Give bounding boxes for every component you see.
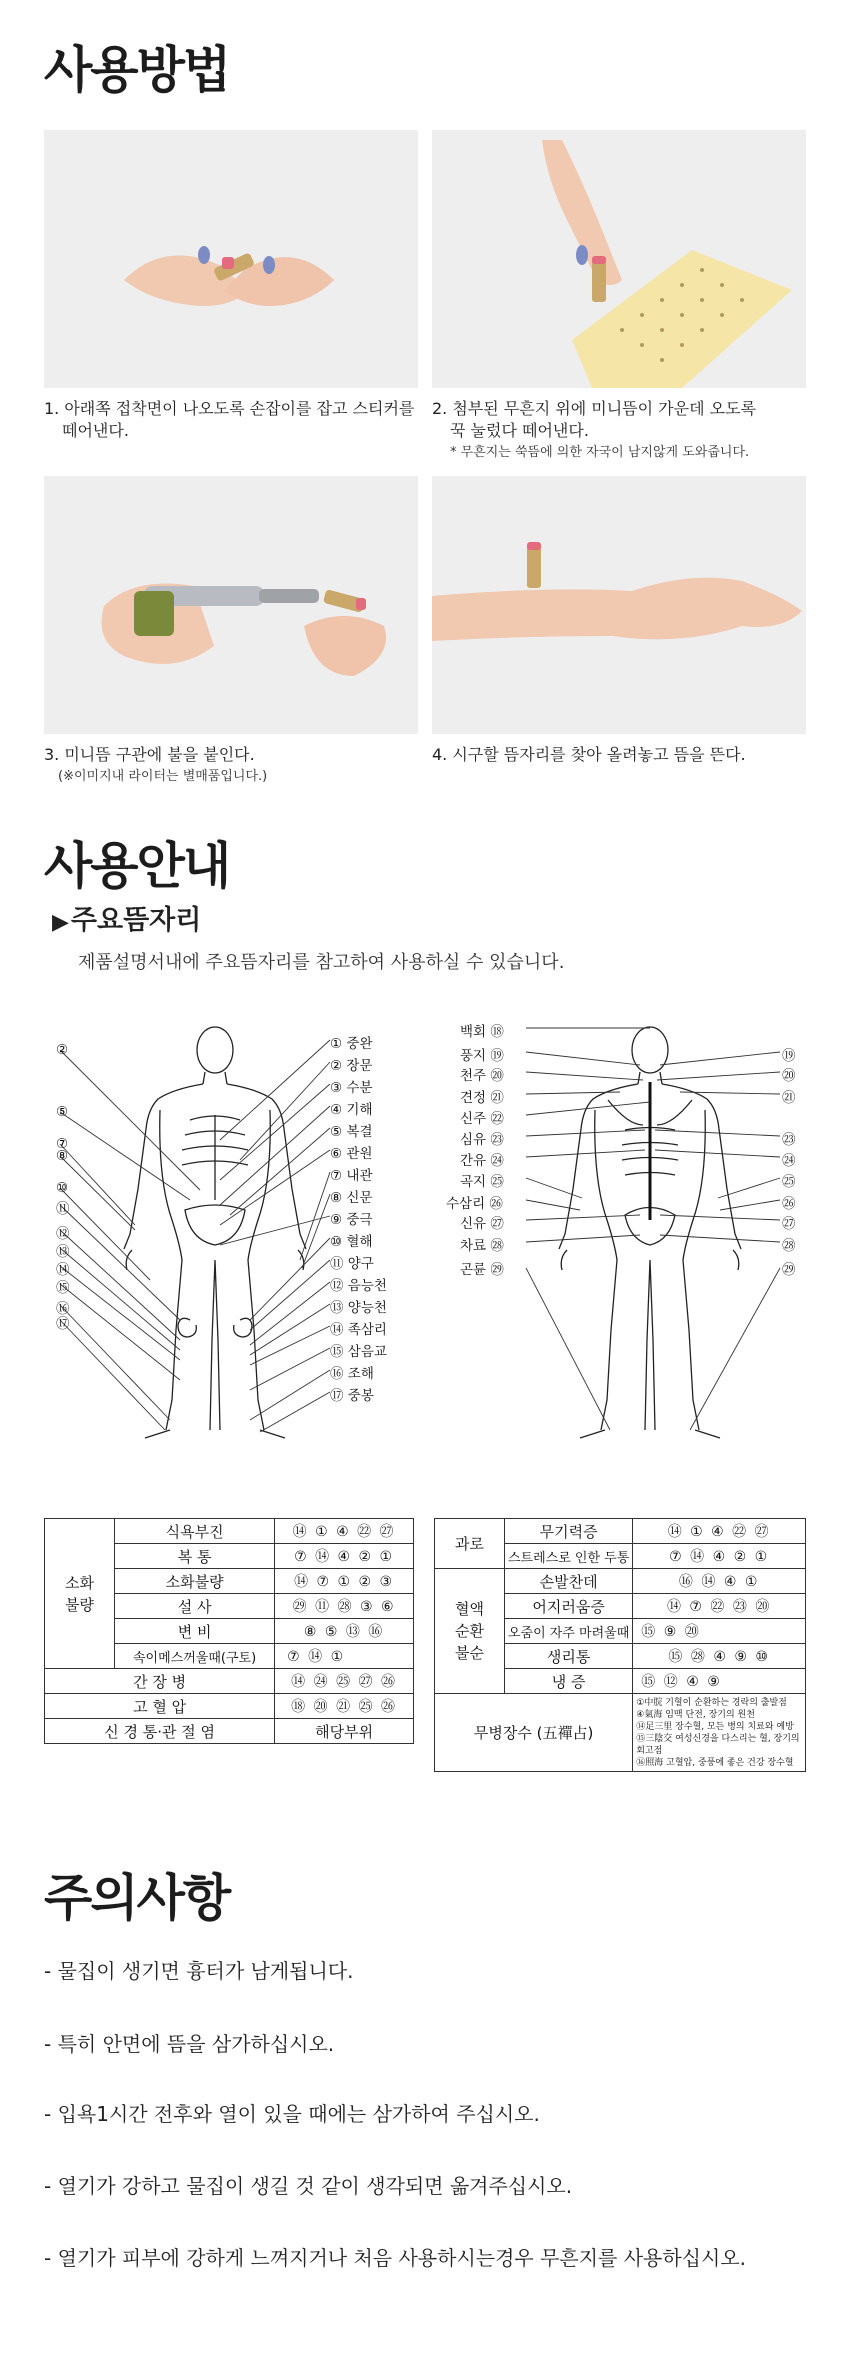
symptom-name: 속이메스꺼울때(구토) — [115, 1644, 275, 1669]
point-numbers: ⑯ ⑭ ④ ① — [633, 1569, 806, 1594]
symptom-name: 복 통 — [115, 1544, 275, 1569]
caution-item: - 물집이 생기면 흉터가 남게됩니다. — [44, 1959, 354, 1983]
point-name: 장문 — [346, 1058, 373, 1074]
point-num: ⑱ — [490, 1024, 504, 1040]
point-num: ㉘ — [490, 1238, 504, 1254]
point-name: 족삼리 — [347, 1322, 387, 1338]
front-point-4 — [330, 1098, 373, 1118]
back-right-num: ㉙ — [782, 1262, 796, 1278]
back-right-num: ㉗ — [782, 1216, 796, 1232]
front-point-6 — [330, 1142, 373, 1162]
point-num: ㉙ — [490, 1262, 504, 1278]
longevity-label: 무병장수 (五禪占) — [435, 1694, 633, 1772]
back-right-num: ㉑ — [782, 1090, 796, 1106]
step3-caption — [44, 744, 424, 788]
back-right-num: ⑲ — [782, 1048, 796, 1064]
front-point-10 — [330, 1230, 373, 1250]
point-num: ① — [330, 1036, 343, 1052]
symptom-name: 무기력증 — [505, 1519, 633, 1544]
point-name: 중봉 — [347, 1388, 374, 1404]
point-num: ⑦ — [330, 1168, 343, 1184]
point-name: 간유 — [460, 1153, 487, 1169]
point-num: ㉓ — [490, 1132, 504, 1148]
step2-text-cont: 꾹 눌렀다 떼어낸다. — [450, 421, 589, 440]
point-num: ④ — [330, 1102, 343, 1118]
back-point-19 — [460, 1044, 504, 1064]
point-num: ⑳ — [490, 1068, 504, 1084]
front-point-3 — [330, 1076, 373, 1096]
point-numbers: ⑦ ⑭ ① — [275, 1644, 414, 1669]
point-numbers: ⑮ ⑫ ④ ⑨ — [633, 1669, 806, 1694]
back-right-num: ㉓ — [782, 1132, 796, 1148]
point-name: 곡지 — [460, 1174, 487, 1190]
point-num: ㉕ — [490, 1174, 504, 1190]
point-num: ③ — [330, 1080, 343, 1096]
front-point-2 — [330, 1054, 373, 1074]
point-numbers: ⑭ ㉔ ㉕ ㉗ ㉖ — [275, 1669, 414, 1694]
symptom-table-left — [44, 1518, 414, 1744]
front-left-num: ⑮ — [56, 1280, 70, 1296]
table-row — [45, 1519, 414, 1544]
back-right-num: ㉘ — [782, 1238, 796, 1254]
point-name: 심유 — [460, 1132, 487, 1148]
back-right-num: ㉖ — [782, 1196, 796, 1212]
table-row — [45, 1719, 414, 1744]
back-point-21 — [460, 1086, 504, 1106]
point-name: 신유 — [460, 1216, 487, 1232]
step1-caption — [44, 398, 424, 442]
symptom-name: 소화불량 — [115, 1569, 275, 1594]
symptom-name: 어지러움증 — [505, 1594, 633, 1619]
guide-title: 사용안내 — [44, 837, 230, 895]
point-num: ⑧ — [330, 1190, 343, 1206]
step2-text: 2. 첨부된 무흔지 위에 미니뜸이 가운데 오도록 — [432, 399, 756, 418]
point-numbers: ⑮ ㉘ ④ ⑨ ⑩ — [633, 1644, 806, 1669]
group-label-fatigue: 과로 — [435, 1519, 505, 1569]
point-name: 풍지 — [460, 1048, 487, 1064]
front-point-5 — [330, 1120, 373, 1140]
back-point-24 — [460, 1149, 504, 1169]
front-point-9 — [330, 1208, 373, 1228]
point-name: 양능천 — [347, 1300, 387, 1316]
symptom-name: 설 사 — [115, 1594, 275, 1619]
acupoint-subhead — [52, 898, 201, 937]
point-num: ⑮ — [330, 1344, 344, 1360]
front-left-num: ⑫ — [56, 1226, 70, 1242]
symptom-name: 손발찬데 — [505, 1569, 633, 1594]
point-name: 중완 — [346, 1036, 373, 1052]
usage-title: 사용방법 — [44, 41, 230, 99]
step4-text: 4. 시구할 뜸자리를 찾아 올려놓고 뜸을 뜬다. — [432, 745, 746, 764]
front-left-num: ⑤ — [56, 1104, 69, 1120]
table-row — [45, 1669, 414, 1694]
front-left-num: ② — [56, 1042, 69, 1058]
point-name: 삼음교 — [347, 1344, 387, 1360]
point-name: 수삼리 — [446, 1196, 486, 1212]
point-name: 양구 — [347, 1256, 374, 1272]
point-name: 곤륜 — [460, 1262, 487, 1278]
point-numbers: ⑭ ⑦ ㉒ ㉓ ⑳ — [633, 1594, 806, 1619]
point-num: ⑲ — [490, 1048, 504, 1064]
point-num: ㉔ — [490, 1153, 504, 1169]
point-num: ㉒ — [490, 1111, 504, 1127]
point-num: ⑯ — [330, 1366, 344, 1382]
symptom-name: 생리통 — [505, 1644, 633, 1669]
point-name: 천주 — [460, 1068, 487, 1084]
front-point-14 — [330, 1318, 387, 1338]
caution-title: 주의사항 — [44, 1869, 230, 1927]
back-right-num: ㉔ — [782, 1153, 796, 1169]
note-line: ⑭足三里 장수혈, 모든 병의 치료와 예방 — [636, 1721, 794, 1732]
longevity-notes — [633, 1694, 806, 1772]
point-numbers: 해당부위 — [275, 1719, 414, 1744]
point-num: ㉖ — [489, 1196, 503, 1212]
step2-caption — [432, 398, 822, 464]
back-point-18 — [460, 1020, 504, 1040]
step2-photo — [432, 130, 806, 388]
point-num: ⑬ — [330, 1300, 344, 1316]
front-point-11 — [330, 1252, 374, 1272]
point-name: 백회 — [460, 1024, 487, 1040]
back-right-num: ㉕ — [782, 1174, 796, 1190]
point-num: ② — [330, 1058, 343, 1074]
symptom-name: 변 비 — [115, 1619, 275, 1644]
point-name: 혈해 — [346, 1234, 373, 1250]
step3-photo — [44, 476, 418, 734]
front-left-num: ⑰ — [56, 1316, 70, 1332]
step1-text: 1. 아래쪽 접착면이 나오도록 손잡이를 잡고 스티커를 — [44, 399, 415, 418]
caution-item: - 열기가 피부에 강하게 느껴지거나 처음 사용하시는경우 무흔지를 사용하십시오. — [44, 2246, 746, 2270]
point-name: 음능천 — [347, 1278, 387, 1294]
subhead-text: 주요뜸자리 — [70, 905, 202, 936]
triangle-icon: ▶ — [52, 910, 69, 935]
front-point-7 — [330, 1164, 373, 1184]
point-name: 신주 — [460, 1111, 487, 1127]
point-num: ⑫ — [330, 1278, 344, 1294]
step3-text: 3. 미니뜸 구관에 불을 붙인다. — [44, 745, 255, 764]
front-left-num: ⑩ — [56, 1180, 69, 1196]
point-name: 내관 — [346, 1168, 373, 1184]
point-name: 수분 — [346, 1080, 373, 1096]
front-left-num: ⑪ — [56, 1201, 70, 1217]
point-name: 신문 — [346, 1190, 373, 1206]
group-label-digestion: 소화 불량 — [45, 1519, 115, 1669]
point-num: ⑰ — [330, 1388, 344, 1404]
point-numbers: ⑦ ⑭ ④ ② ① — [275, 1544, 414, 1569]
front-left-num: ⑯ — [56, 1301, 70, 1317]
symptom-name: 식욕부진 — [115, 1519, 275, 1544]
back-point-28 — [460, 1234, 504, 1254]
step3-note: (※이미지내 라이터는 별매품입니다.) — [58, 769, 268, 784]
back-point-29 — [460, 1258, 504, 1278]
front-point-8 — [330, 1186, 373, 1206]
note-line: ④氣海 임맥 단전, 장기의 원천 — [636, 1709, 755, 1720]
step1-text-cont: 떼어낸다. — [62, 421, 129, 440]
front-left-num: ⑦ — [56, 1136, 69, 1152]
point-num: ⑭ — [330, 1322, 344, 1338]
front-point-17 — [330, 1384, 374, 1404]
back-right-num: ⑳ — [782, 1068, 796, 1084]
point-numbers: ⑮ ⑨ ⑳ — [633, 1619, 806, 1644]
point-num: ⑪ — [330, 1256, 344, 1272]
note-line: ⑯照海 고혈압, 중풍에 좋은 건강 장수혈 — [636, 1757, 794, 1768]
point-num: ㉗ — [490, 1216, 504, 1232]
front-point-13 — [330, 1296, 387, 1316]
back-point-23 — [460, 1128, 504, 1148]
back-point-25 — [460, 1170, 504, 1190]
point-name: 차료 — [460, 1238, 487, 1254]
point-num: ⑤ — [330, 1124, 343, 1140]
symptom-name: 신 경 통·관 절 염 — [45, 1719, 275, 1744]
front-point-1 — [330, 1032, 373, 1052]
caution-item: - 입욕1시간 전후와 열이 있을 때에는 삼가하여 주십시오. — [44, 2102, 540, 2126]
point-numbers: ⑦ ⑭ ④ ② ① — [633, 1544, 806, 1569]
front-left-num: ⑭ — [56, 1262, 70, 1278]
step4-caption — [432, 744, 822, 766]
back-point-26 — [446, 1192, 503, 1212]
point-num: ⑩ — [330, 1234, 343, 1250]
symptom-table-right — [434, 1518, 806, 1772]
guide-intro: 제품설명서내에 주요뜸자리를 참고하여 사용하실 수 있습니다. — [78, 952, 565, 973]
point-name: 조해 — [347, 1366, 374, 1382]
front-left-num: ⑧ — [56, 1148, 69, 1164]
point-name: 기해 — [346, 1102, 373, 1118]
table-row — [435, 1519, 806, 1544]
back-point-20 — [460, 1064, 504, 1084]
point-name: 견정 — [460, 1090, 487, 1106]
point-numbers: ⑱ ⑳ ㉑ ㉕ ㉖ — [275, 1694, 414, 1719]
back-body-figure — [500, 1020, 800, 1460]
point-numbers: ⑭ ⑦ ① ② ③ — [275, 1569, 414, 1594]
symptom-name: 스트레스로 인한 두통 — [505, 1544, 633, 1569]
point-num: ㉑ — [490, 1090, 504, 1106]
note-line: ①中脘 기혈이 순환하는 경락의 출발점 — [636, 1697, 787, 1708]
point-numbers: ⑭ ① ④ ㉒ ㉗ — [633, 1519, 806, 1544]
point-name: 중극 — [346, 1212, 373, 1228]
back-point-27 — [460, 1212, 504, 1232]
point-num: ⑨ — [330, 1212, 343, 1228]
symptom-name: 냉 증 — [505, 1669, 633, 1694]
symptom-name: 고 혈 압 — [45, 1694, 275, 1719]
step2-note: * 무흔지는 쑥뜸에 의한 자국이 남지않게 도와줍니다. — [450, 445, 750, 460]
point-numbers: ㉙ ⑪ ㉘ ③ ⑥ — [275, 1594, 414, 1619]
note-line: ⑮三陰交 여성신경을 다스리는 혈, 장기의 회고점 — [636, 1733, 800, 1756]
symptom-name: 오줌이 자주 마려울때 — [505, 1619, 633, 1644]
step4-photo — [432, 476, 806, 734]
symptom-name: 간 장 병 — [45, 1669, 275, 1694]
step1-photo — [44, 130, 418, 388]
back-point-22 — [460, 1107, 504, 1127]
point-numbers: ⑭ ① ④ ㉒ ㉗ — [275, 1519, 414, 1544]
caution-item: - 열기가 강하고 물집이 생길 것 같이 생각되면 옮겨주십시오. — [44, 2174, 573, 2198]
table-row — [45, 1694, 414, 1719]
front-point-16 — [330, 1362, 374, 1382]
table-row — [435, 1569, 806, 1594]
group-label-circulation: 혈액 순환 불순 — [435, 1569, 505, 1694]
point-name: 복결 — [346, 1124, 373, 1140]
table-row — [435, 1694, 806, 1772]
point-name: 관원 — [346, 1146, 373, 1162]
point-numbers: ⑧ ⑤ ⑬ ⑯ — [275, 1619, 414, 1644]
point-num: ⑥ — [330, 1146, 343, 1162]
front-left-num: ⑬ — [56, 1244, 70, 1260]
caution-item: - 특히 안면에 뜸을 삼가하십시오. — [44, 2032, 335, 2056]
front-point-12 — [330, 1274, 387, 1294]
front-point-15 — [330, 1340, 387, 1360]
